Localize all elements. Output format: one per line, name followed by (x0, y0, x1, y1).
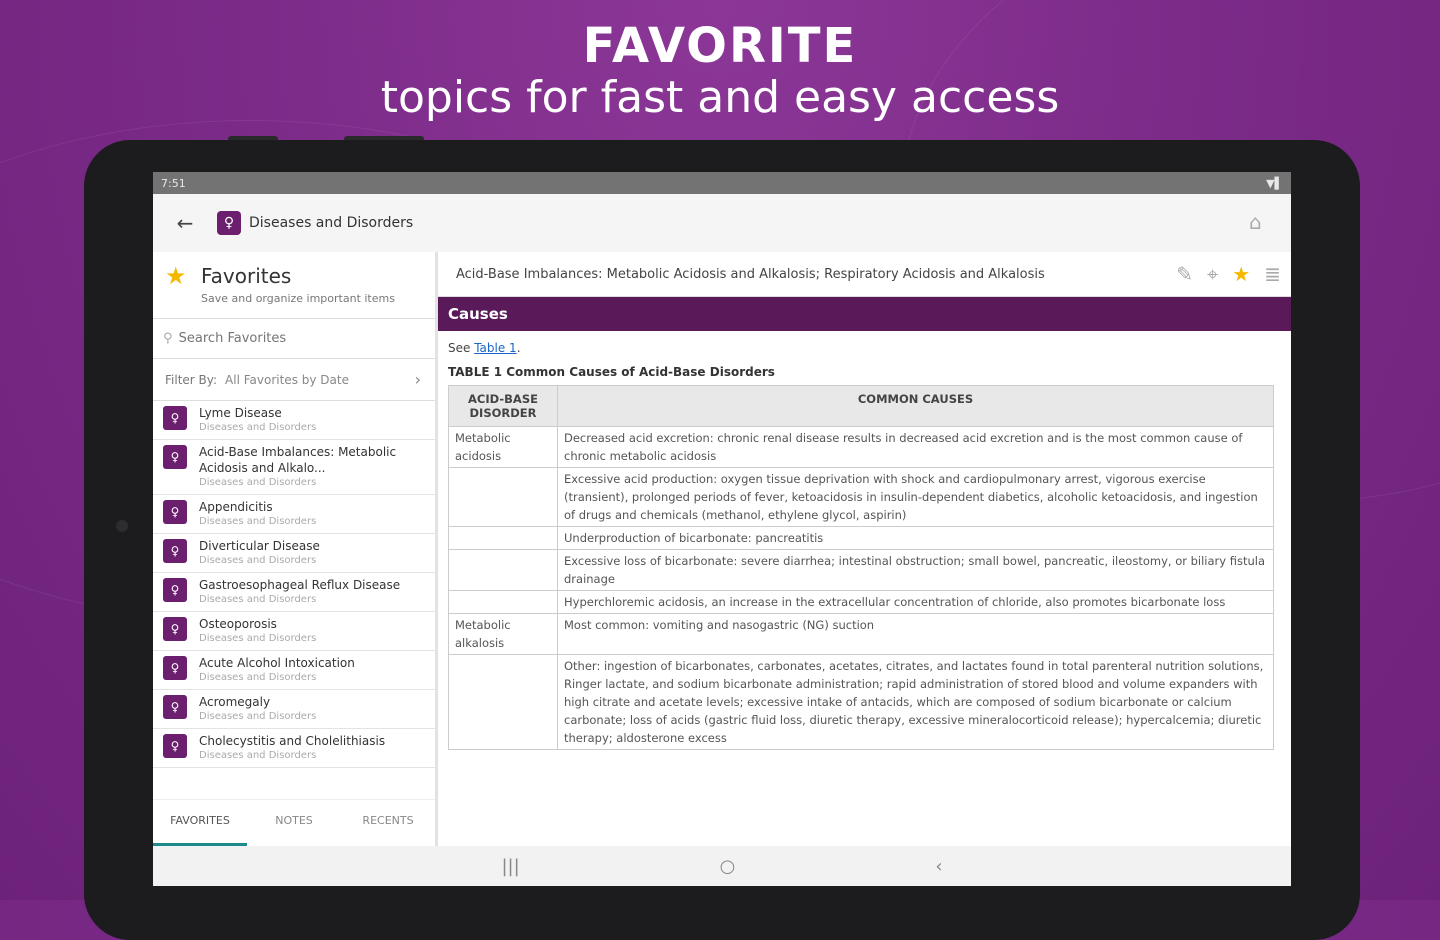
status-bar (153, 172, 1291, 194)
table-row (449, 655, 1274, 750)
filter-value: All Favorites by Date (225, 372, 349, 387)
topic-icon: ♀ (163, 617, 187, 641)
disorder-cell: Metabolic alkalosis (449, 614, 558, 655)
search-input[interactable] (177, 330, 411, 347)
item-name: Cholecystitis and Cholelithiasis (199, 734, 386, 748)
topic-icon: ♀ (163, 539, 187, 563)
causes-cell: Underproduction of bicarbonate: pancreatitis (558, 527, 1274, 550)
list-item[interactable] (153, 401, 435, 440)
favorites-title: Favorites (201, 264, 292, 288)
list-item[interactable] (153, 573, 435, 612)
item-name: Osteoporosis (199, 617, 277, 631)
topic-icon: ♀ (163, 695, 187, 719)
table-row (449, 468, 1274, 527)
favorites-header (153, 252, 435, 319)
list-item[interactable] (153, 534, 435, 573)
item-category: Diseases and Disorders (199, 750, 317, 761)
tab-recents[interactable]: RECENTS (362, 814, 414, 827)
item-category: Diseases and Disorders (199, 711, 317, 722)
search-bar (153, 319, 435, 359)
back-arrow-icon[interactable]: ← (176, 211, 194, 235)
table-row (449, 427, 1274, 468)
document-toolbar (438, 252, 1291, 297)
table-row (449, 591, 1274, 614)
promo-headline: FAVORITE (582, 18, 858, 74)
causes-cell: Other: ingestion of bicarbonates, carbonates, acetates, citrates, and lactates found in total parenteral nutrition solutions, Ringer lactate, and sodium bicarbonate administration; rapid administration of stored blood and volume expanders with high citrate and acetate levels; excessive intake of antacids, which are composed of sodium bicarbonate or calcium carbonate; loss of acids (gastric fluid loss, diuretic therapy, excessive mineralocorticoid release); hypercalcemia; diuretic therapy; aldosterone excess (558, 655, 1274, 750)
topic-icon: ♀ (163, 500, 187, 524)
disorder-cell (449, 468, 558, 527)
back-nav-icon[interactable]: ‹ (935, 855, 943, 877)
disorder-cell (449, 550, 558, 591)
item-name: Acute Alcohol Intoxication (199, 656, 355, 670)
system-nav-bar (153, 846, 1291, 886)
column-header: COMMON CAUSES (558, 386, 1274, 427)
status-indicators: ▼▌ (1266, 176, 1283, 190)
disorder-cell (449, 591, 558, 614)
column-header: ACID-BASE DISORDER (449, 386, 558, 427)
camera (116, 520, 128, 532)
app-title: Diseases and Disorders (249, 215, 414, 231)
chevron-right-icon: › (414, 370, 421, 389)
favorites-list (153, 401, 435, 768)
causes-cell: Excessive loss of bicarbonate: severe diarrhea; intestinal obstruction; small bowel, pancreatic, ileostomy, or biliary fistula drainage (558, 550, 1274, 591)
disorder-cell: Metabolic acidosis (449, 427, 558, 468)
promo-subline: topics for fast and easy access (380, 72, 1060, 123)
status-time: 7:51 (161, 176, 186, 190)
item-category: Diseases and Disorders (199, 422, 317, 433)
menu-icon[interactable]: ≣ (1264, 262, 1281, 286)
favorites-subtitle: Save and organize important items (201, 292, 395, 305)
see-reference: See Table 1. (448, 341, 521, 355)
document-panel (438, 252, 1291, 846)
list-item[interactable] (153, 612, 435, 651)
home-nav-icon[interactable]: ○ (719, 855, 736, 877)
filter-label: Filter By: (165, 372, 218, 387)
favorites-panel (153, 252, 438, 846)
topic-icon: ♀ (163, 734, 187, 758)
list-item[interactable] (153, 495, 435, 534)
item-category: Diseases and Disorders (199, 594, 317, 605)
causes-table (448, 385, 1274, 750)
item-category: Diseases and Disorders (199, 516, 317, 527)
home-icon[interactable]: ⌂ (1249, 210, 1262, 234)
disorder-cell (449, 527, 558, 550)
favorite-star-icon[interactable]: ★ (1232, 262, 1251, 286)
tag-icon[interactable]: ⌖ (1207, 262, 1219, 286)
item-name: Acromegaly (199, 695, 271, 709)
causes-cell: Hyperchloremic acidosis, an increase in the extracellular concentration of chloride, also promotes bicarbonate loss (558, 591, 1274, 614)
item-category: Diseases and Disorders (199, 633, 317, 644)
item-name: Diverticular Disease (199, 539, 320, 553)
item-category: Diseases and Disorders (199, 477, 317, 488)
item-name: Acid-Base Imbalances: Metabolic Acidosis and Alkalo... (199, 445, 397, 475)
topic-icon: ♀ (163, 445, 187, 469)
item-category: Diseases and Disorders (199, 672, 317, 683)
filter-row[interactable] (153, 359, 435, 401)
list-item[interactable] (153, 651, 435, 690)
section-header: Causes (438, 297, 1291, 331)
item-name: Appendicitis (199, 500, 273, 514)
table-caption: TABLE 1 Common Causes of Acid-Base Disorders (448, 365, 775, 379)
list-item[interactable] (153, 440, 435, 495)
notes-icon[interactable]: ✎ (1176, 262, 1194, 286)
bottom-tabs (153, 799, 435, 846)
app-logo-icon: ♀ (217, 211, 241, 235)
topic-icon: ♀ (163, 578, 187, 602)
document-tools (1176, 262, 1281, 286)
list-item[interactable] (153, 729, 435, 768)
device-screen (153, 172, 1291, 886)
item-name: Gastroesophageal Reflux Disease (199, 578, 401, 592)
topic-icon: ♀ (163, 656, 187, 680)
item-name: Lyme Disease (199, 406, 282, 420)
document-title: Acid-Base Imbalances: Metabolic Acidosis and Alkalosis; Respiratory Acidosis and Alkalosis (456, 266, 1045, 282)
table-link[interactable]: Table 1 (474, 341, 517, 355)
table-row (449, 614, 1274, 655)
disorder-cell (449, 655, 558, 750)
app-bar (153, 194, 1291, 253)
tab-favorites[interactable]: FAVORITES (153, 800, 247, 846)
search-icon: ⚲ (163, 331, 177, 346)
tab-notes[interactable]: NOTES (275, 814, 313, 827)
causes-cell: Most common: vomiting and nasogastric (NG) suction (558, 614, 1274, 655)
see-prefix: See (448, 341, 475, 355)
list-item[interactable] (153, 690, 435, 729)
table-row (449, 550, 1274, 591)
recents-nav-icon[interactable]: ||| (501, 855, 520, 877)
causes-cell: Excessive acid production: oxygen tissue deprivation with shock and cardiopulmonary arrest, vigorous exercise (transient), prolonged periods of fever, ketoacidosis in insulin-dependent diabetics, alcoholic ketoacidosis, and ingestion of drugs and chemicals (methanol, ethylene glycol, aspirin) (558, 468, 1274, 527)
star-icon: ★ (165, 262, 187, 290)
table-row (449, 527, 1274, 550)
item-category: Diseases and Disorders (199, 555, 317, 566)
topic-icon: ♀ (163, 406, 187, 430)
causes-cell: Decreased acid excretion: chronic renal disease results in decreased acid excretion and is the most common cause of chronic metabolic acidosis (558, 427, 1274, 468)
